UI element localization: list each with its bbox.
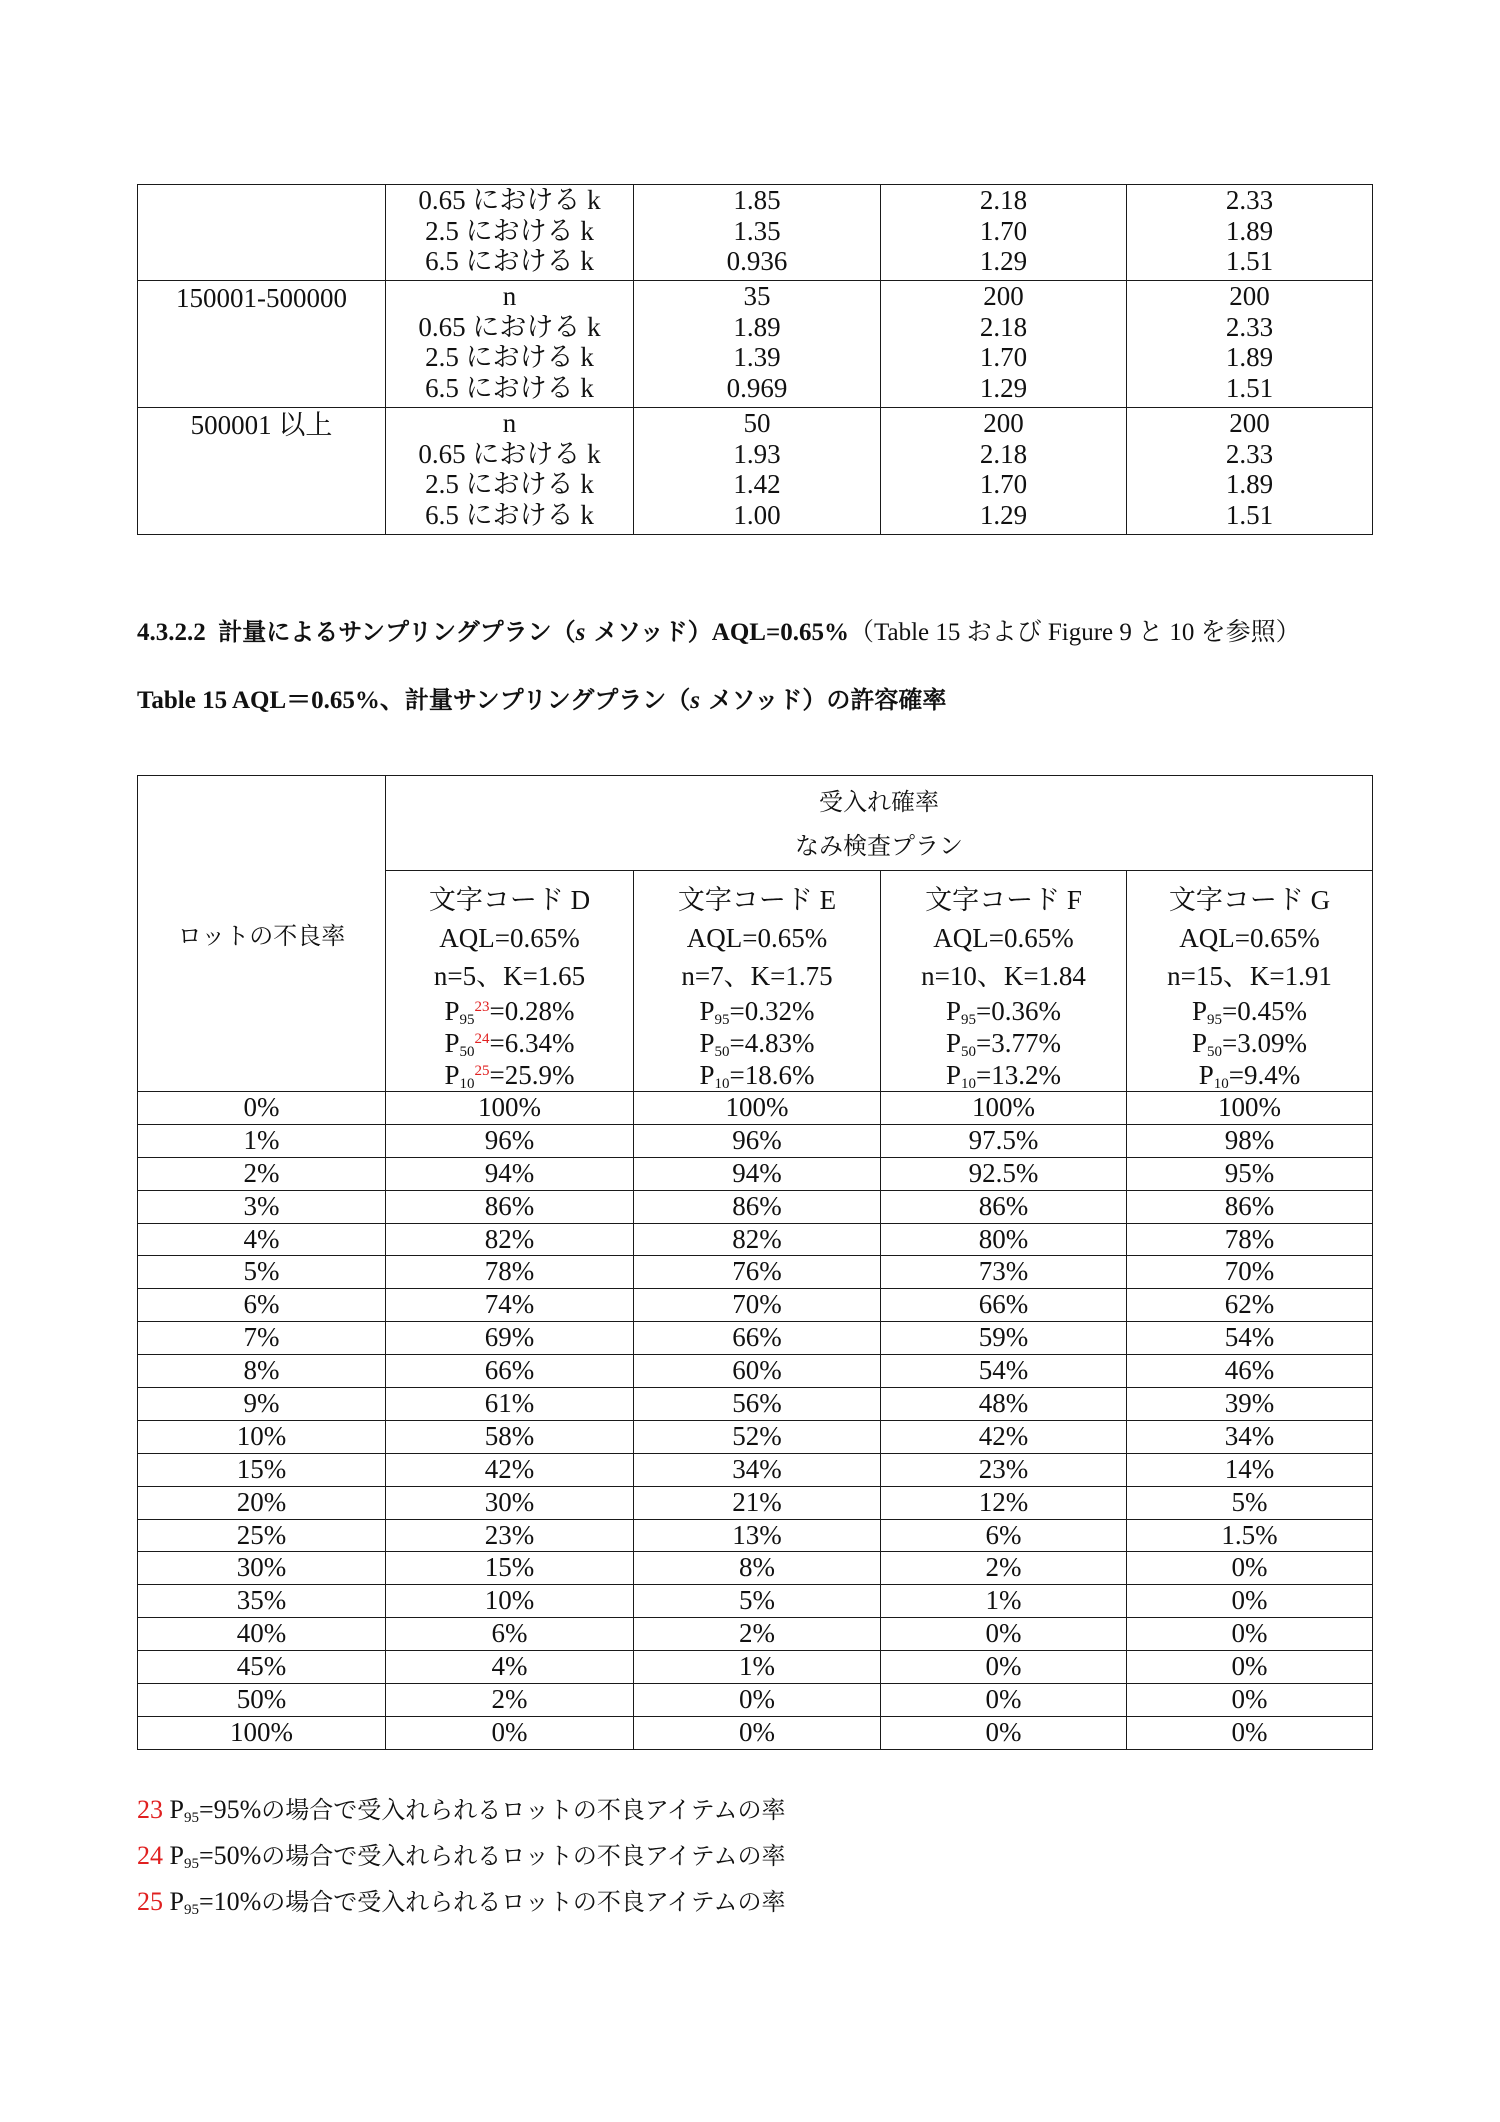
p95-value: =0.32% [729,996,815,1026]
parameter-value: 1.29 [979,246,1028,276]
p50-line: $P_{50}=4.83\%$ [699,1028,815,1060]
acceptance-cell: 86% [634,1190,881,1223]
acceptance-cell: 0% [881,1716,1127,1749]
lot-size-range [138,185,386,281]
acceptance-cell: 54% [1127,1322,1373,1355]
acceptance-cell: 46% [1127,1355,1373,1388]
p10-value: =9.4% [1228,1060,1301,1090]
parameter-value: 1.89 [1225,469,1274,499]
p-subscript: 50 [1207,1044,1223,1060]
acceptance-cell: 34% [634,1453,881,1486]
acceptance-cell: 100% [1127,1092,1373,1125]
section-number: 4.3.2.2 [137,619,206,646]
aql-value: AQL=0.65% [933,923,1074,953]
acceptance-cell: 61% [386,1388,634,1421]
parameter-value: 1.00 [733,499,781,530]
acceptance-cell: 82% [634,1223,881,1256]
letter-code: 文字コード E [677,885,837,915]
defect-rate-cell: 15% [138,1453,386,1486]
acceptance-cell: 15% [386,1552,634,1585]
acceptance-cell: 60% [634,1355,881,1388]
aql-value: AQL=0.65% [686,923,828,953]
acceptance-cell: 92.5% [881,1157,1127,1190]
acceptance-cell: 96% [386,1124,634,1157]
table-row [138,1552,1373,1585]
acceptance-cell: 98% [1127,1124,1373,1157]
acceptance-cell: 0% [634,1716,881,1749]
parameter-values-col1 [634,185,881,281]
parameter-value: 200 [1229,408,1270,438]
acceptance-cell: 66% [881,1289,1127,1322]
acceptance-cell: 86% [386,1190,634,1223]
p50-line: $P_{50}=3.09\%$ [1192,1028,1307,1060]
defect-rate-cell: 45% [138,1651,386,1684]
acceptance-cell: 76% [634,1256,881,1289]
section-aql: AQL=0.65% [711,619,849,646]
footnote [137,1790,785,1825]
defect-rate-cell: 30% [138,1552,386,1585]
defect-rate-cell: 40% [138,1618,386,1651]
acceptance-cell: 8% [634,1552,881,1585]
parameter-value: 200 [983,281,1024,311]
parameter-labels [386,408,634,535]
top-table-row [138,408,1373,535]
table-row [138,1519,1373,1552]
parameter-label: 0.65 における k [418,185,601,215]
code-header-0 [386,871,634,1092]
parameter-value: 1.89 [1225,215,1274,246]
p10-line: $P_{10}=13.2\%$ [946,1060,1061,1092]
p-subscript: 95 [459,1012,475,1028]
parameter-label: 6.5 における k [425,246,594,276]
acceptance-cell: 86% [881,1190,1127,1223]
letter-code: 文字コード G [1168,885,1331,915]
parameter-value: 200 [983,408,1024,438]
table-row [138,1124,1373,1157]
p10-value: =13.2% [976,1060,1061,1090]
n-k-value: n=15、K=1.91 [1167,961,1332,991]
defect-rate-cell: 100% [138,1716,386,1749]
lot-size-range: 150001-500000 [138,281,386,408]
parameter-value: 1.35 [733,215,781,246]
parameter-label: 0.65 における k [418,311,601,342]
p50-line: $P_{50}=3.77\%$ [946,1028,1061,1060]
acceptance-cell: 0% [386,1716,634,1749]
top-table-row [138,281,1373,408]
footnote [137,1836,785,1871]
letter-code: 文字コード D [428,885,591,915]
acceptance-cell: 59% [881,1322,1127,1355]
table-row [138,1322,1373,1355]
table-row [138,1223,1373,1256]
p10-value: =25.9% [489,1060,575,1090]
parameter-values-col1 [634,281,881,408]
parameter-value: 35 [743,281,771,311]
table-row [138,1453,1373,1486]
acceptance-cell: 82% [386,1223,634,1256]
acceptance-cell: 1.5% [1127,1519,1373,1552]
acceptance-cell: 21% [634,1486,881,1519]
acceptance-cell: 54% [881,1355,1127,1388]
acceptance-cell: 74% [386,1289,634,1322]
acceptance-cell: 94% [634,1157,881,1190]
acceptance-cell: 97.5% [881,1124,1127,1157]
acceptance-cell: 1% [881,1585,1127,1618]
acceptance-cell: 42% [881,1420,1127,1453]
acceptance-cell: 5% [1127,1486,1373,1519]
footnote-marker: 25 [474,1063,490,1079]
footnote-p: P [169,1887,184,1916]
acceptance-cell: 0% [634,1684,881,1717]
code-header-1 [634,871,881,1092]
parameter-values-col2 [881,185,1127,281]
section-heading [137,612,1301,648]
footnote-value: =10% [198,1887,262,1916]
acceptance-cell: 66% [386,1355,634,1388]
parameter-value: 1.51 [1225,372,1274,403]
acceptance-cell: 0% [881,1684,1127,1717]
table-row [138,1092,1373,1125]
acceptance-cell: 6% [881,1519,1127,1552]
acceptance-cell: 100% [881,1092,1127,1125]
p10-line: $P_{10}^{25}=25.9\%$ [444,1060,575,1092]
defect-rate-cell: 25% [138,1519,386,1552]
acceptance-cell: 58% [386,1420,634,1453]
aql-value: AQL=0.65% [1179,923,1320,953]
acceptance-cell: 80% [881,1223,1127,1256]
p-subscript: 10 [1213,1076,1229,1092]
p-subscript: 95 [714,1012,730,1028]
parameter-value: 1.89 [733,311,781,342]
footnote-subscript: 95 [183,1810,199,1826]
acceptance-cell: 2% [634,1618,881,1651]
plan-label: なみ検査プラン [795,832,963,860]
parameter-label: n [502,281,517,311]
parameter-value: 1.29 [979,372,1028,403]
defect-rate-cell: 0% [138,1092,386,1125]
p95-line: $P_{95}=0.45\%$ [1192,996,1307,1028]
acceptance-cell: 12% [881,1486,1127,1519]
top-table-row [138,185,1373,281]
footnote-text: の場合で受入れられるロットの不良アイテムの率 [261,1842,786,1870]
acceptance-cell: 78% [1127,1223,1373,1256]
parameter-value: 1.51 [1225,499,1274,530]
table-row [138,1388,1373,1421]
parameter-value: 2.18 [979,185,1028,215]
parameter-value: 1.70 [979,215,1028,246]
defect-rate-cell: 7% [138,1322,386,1355]
acceptance-cell: 13% [634,1519,881,1552]
acceptance-cell: 0% [881,1651,1127,1684]
footnote-marker: 23 [474,999,490,1015]
acceptance-cell: 100% [386,1092,634,1125]
sampling-plan-continuation-table [137,184,1373,535]
section-title-part2: メソッド） [585,618,712,646]
defect-rate-cell: 8% [138,1355,386,1388]
parameter-value: 2.33 [1225,311,1274,342]
parameter-label: 6.5 における k [425,499,594,530]
acceptance-cell: 4% [386,1651,634,1684]
table-title-s: s [690,687,700,714]
acceptance-cell: 2% [881,1552,1127,1585]
table-row [138,1716,1373,1749]
acceptance-cell: 70% [634,1289,881,1322]
defect-rate-cell: 4% [138,1223,386,1256]
defect-rate-cell: 9% [138,1388,386,1421]
acceptance-cell: 0% [1127,1684,1373,1717]
parameter-label: 2.5 における k [425,215,594,246]
acceptance-cell: 66% [634,1322,881,1355]
acceptance-cell: 1% [634,1651,881,1684]
p50-value: =3.09% [1222,1028,1307,1058]
p95-value: =0.28% [489,996,575,1026]
parameter-value: 1.42 [733,469,781,499]
defect-rate-cell: 35% [138,1585,386,1618]
p95-value: =0.45% [1222,996,1307,1026]
acceptance-probability-table [137,775,1373,1750]
parameter-value: 0.969 [726,372,788,403]
parameter-values-col3 [1127,185,1373,281]
footnote-p: P [169,1841,184,1870]
p-subscript: 50 [459,1044,475,1060]
parameter-value: 2.33 [1225,438,1274,469]
parameter-values-col2 [881,408,1127,535]
section-reference: （Table 15 および Figure 9 と 10 を参照） [848,619,1301,646]
parameter-values-col1 [634,408,881,535]
p95-line: $P_{95}=0.32\%$ [699,996,815,1028]
acceptance-cell: 34% [1127,1420,1373,1453]
parameter-value: 1.70 [979,342,1028,372]
acceptance-cell: 2% [386,1684,634,1717]
lot-size-range: 500001 以上 [138,408,386,535]
code-header-3 [1127,871,1373,1092]
acceptance-cell: 39% [1127,1388,1373,1421]
footnote [137,1882,785,1917]
defect-rate-cell: 5% [138,1256,386,1289]
acceptance-cell: 86% [1127,1190,1373,1223]
acceptance-cell: 0% [1127,1618,1373,1651]
table-row [138,1289,1373,1322]
parameter-label: 0.65 における k [418,438,601,469]
parameter-value: 1.51 [1225,246,1274,276]
acceptance-cell: 94% [386,1157,634,1190]
acceptance-cell: 0% [1127,1552,1373,1585]
footnote-marker: 24 [474,1031,490,1047]
parameter-value: 0.936 [726,246,788,276]
lot-defect-rate-header: ロットの不良率 [138,776,386,1092]
parameter-value: 1.93 [733,438,781,469]
defect-rate-cell: 1% [138,1124,386,1157]
parameter-labels [386,185,634,281]
footnote-value: =95% [198,1795,262,1824]
aql-value: AQL=0.65% [439,923,580,953]
p95-value: =0.36% [976,996,1061,1026]
defect-rate-cell: 6% [138,1289,386,1322]
acceptance-cell: 0% [881,1618,1127,1651]
p10-value: =18.6% [729,1060,815,1090]
p10-line: $P_{10}=18.6\%$ [699,1060,815,1092]
p-subscript: 10 [459,1076,475,1092]
table-row [138,1486,1373,1519]
acceptance-cell: 30% [386,1486,634,1519]
p95-line: $P_{95}=0.36\%$ [946,996,1061,1028]
p50-line: $P_{50}^{24}=6.34\%$ [444,1028,575,1060]
table-row [138,1256,1373,1289]
parameter-value: 2.18 [979,311,1028,342]
parameter-values-col3 [1127,408,1373,535]
footnote-number: 25 [137,1887,163,1916]
code-header-2 [881,871,1127,1092]
p50-value: =6.34% [489,1028,575,1058]
table-row [138,1190,1373,1223]
footnote-number: 24 [137,1841,163,1870]
p95-line: $P_{95}^{23}=0.28\%$ [444,996,575,1028]
n-k-value: n=7、K=1.75 [681,961,833,991]
acceptance-cell: 69% [386,1322,634,1355]
acceptance-cell: 6% [386,1618,634,1651]
table-row [138,1618,1373,1651]
parameter-value: 1.85 [733,185,781,215]
p-subscript: 95 [1207,1012,1223,1028]
acceptance-cell: 14% [1127,1453,1373,1486]
p-subscript: 10 [714,1076,730,1092]
p50-value: =3.77% [976,1028,1061,1058]
parameter-value: 1.70 [979,469,1028,499]
table-row [138,1420,1373,1453]
table-row [138,1355,1373,1388]
footnote-text: の場合で受入れられるロットの不良アイテムの率 [261,1796,786,1824]
parameter-labels [386,281,634,408]
table-title-part1: 計量サンプリングプラン（ [404,686,691,714]
acceptance-cell: 78% [386,1256,634,1289]
defect-rate-cell: 10% [138,1420,386,1453]
p-subscript: 95 [961,1012,977,1028]
footnote-subscript: 95 [183,1856,199,1872]
parameter-value: 1.89 [1225,342,1274,372]
acceptance-cell: 73% [881,1256,1127,1289]
acceptance-cell: 95% [1127,1157,1373,1190]
acceptance-cell: 62% [1127,1289,1373,1322]
parameter-values-col2 [881,281,1127,408]
table-title-prefix: Table 15 AQL＝0.65%、 [137,687,405,714]
defect-rate-cell: 3% [138,1190,386,1223]
acceptance-cell: 0% [1127,1716,1373,1749]
parameter-value: 2.33 [1225,185,1274,215]
parameter-label: n [502,408,517,438]
acceptance-cell: 5% [634,1585,881,1618]
parameter-label: 6.5 における k [425,372,594,403]
acceptance-cell: 56% [634,1388,881,1421]
defect-rate-cell: 2% [138,1157,386,1190]
p-subscript: 10 [961,1076,977,1092]
parameter-value: 1.39 [733,342,781,372]
acceptance-cell: 100% [634,1092,881,1125]
acceptance-cell: 42% [386,1453,634,1486]
acceptance-cell: 48% [881,1388,1127,1421]
acceptance-cell: 23% [386,1519,634,1552]
acceptance-cell: 0% [1127,1651,1373,1684]
parameter-value: 200 [1229,281,1270,311]
accept-label: 受入れ確率 [819,788,939,816]
footnote-number: 23 [137,1795,163,1824]
acceptance-probability-header [386,776,1373,871]
section-title-part1: 計量によるサンプリングプラン（ [218,618,576,646]
table-row [138,1684,1373,1717]
p50-value: =4.83% [729,1028,815,1058]
parameter-value: 2.18 [979,438,1028,469]
parameter-label: 2.5 における k [425,342,594,372]
letter-code: 文字コード F [925,885,1082,915]
parameter-value: 50 [743,408,771,438]
acceptance-cell: 0% [1127,1585,1373,1618]
defect-rate-cell: 20% [138,1486,386,1519]
defect-rate-cell: 50% [138,1684,386,1717]
acceptance-cell: 96% [634,1124,881,1157]
parameter-value: 1.29 [979,499,1028,530]
acceptance-cell: 70% [1127,1256,1373,1289]
parameter-label: 2.5 における k [425,469,594,499]
section-title-s: s [575,619,586,646]
footnote-text: の場合で受入れられるロットの不良アイテムの率 [261,1888,786,1916]
p-subscript: 50 [714,1044,730,1060]
acceptance-cell: 23% [881,1453,1127,1486]
parameter-values-col3 [1127,281,1373,408]
table-row [138,1651,1373,1684]
footnote-p: P [169,1795,184,1824]
p10-line: $P_{10}=9.4\%$ [1198,1060,1301,1092]
acceptance-cell: 52% [634,1420,881,1453]
table-row [138,1585,1373,1618]
footnote-value: =50% [198,1841,262,1870]
table-row [138,1157,1373,1190]
table-title-part2: メソッド）の許容確率 [699,686,947,714]
acceptance-cell: 10% [386,1585,634,1618]
footnote-subscript: 95 [183,1902,199,1918]
n-k-value: n=5、K=1.65 [433,961,586,991]
p-subscript: 50 [961,1044,977,1060]
table-title [137,680,946,716]
n-k-value: n=10、K=1.84 [921,961,1086,991]
